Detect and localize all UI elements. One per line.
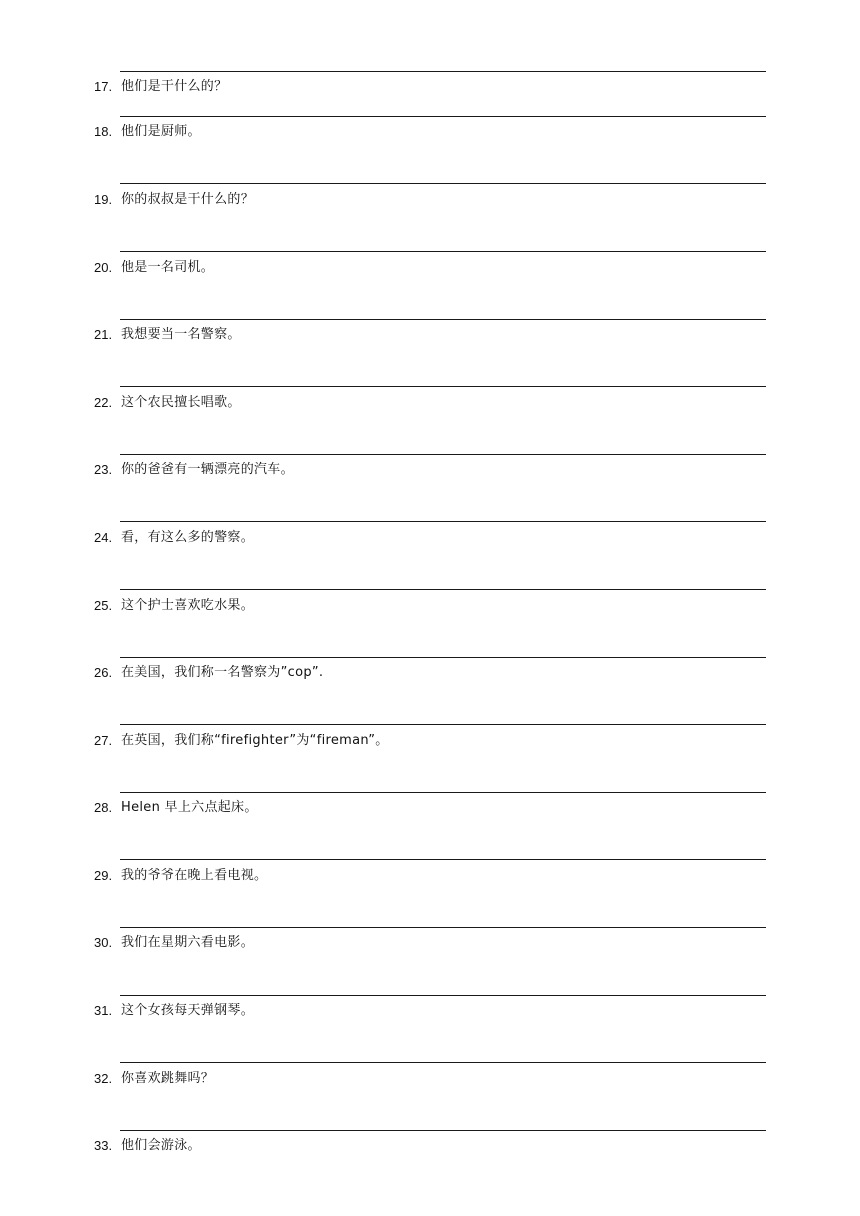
answer-line	[120, 1130, 766, 1131]
question-number: 24.	[94, 530, 113, 545]
question-text: 我的爷爷在晚上看电视。	[121, 868, 268, 883]
question-number: 29.	[94, 868, 113, 883]
question-text: 这个农民擅长唱歌。	[121, 395, 241, 410]
answer-line	[120, 116, 766, 117]
question-text: 你喜欢跳舞吗？	[121, 1071, 215, 1086]
question-text: 这个女孩每天弹钢琴。	[121, 1003, 255, 1018]
question-item	[94, 122, 201, 142]
question-number: 20.	[94, 260, 113, 275]
question-text: 这个护士喜欢吃水果。	[121, 598, 255, 613]
question-number: 28.	[94, 800, 113, 815]
question-item	[94, 258, 214, 278]
question-item	[94, 798, 258, 818]
question-item	[94, 596, 254, 616]
question-item	[94, 1069, 214, 1089]
answer-line	[120, 71, 766, 72]
answer-line	[120, 792, 766, 793]
question-item	[94, 460, 294, 480]
answer-line	[120, 521, 766, 522]
answer-line	[120, 1062, 766, 1063]
question-text: 在美国，我们称一名警察为”cop”.	[121, 665, 324, 680]
question-number: 30.	[94, 935, 113, 950]
question-number: 23.	[94, 462, 113, 477]
question-number: 32.	[94, 1071, 113, 1086]
answer-line	[120, 386, 766, 387]
question-text: 他是一名司机。	[121, 260, 215, 275]
answer-line	[120, 995, 766, 996]
question-text: 我想要当一名警察。	[121, 327, 241, 342]
question-number: 33.	[94, 1138, 113, 1153]
question-text: 我们在星期六看电影。	[121, 935, 255, 950]
question-item	[94, 731, 389, 751]
question-number: 27.	[94, 733, 113, 748]
question-text: 他们是厨师。	[121, 124, 201, 139]
question-item	[94, 663, 323, 683]
answer-line	[120, 927, 766, 928]
question-item	[94, 933, 254, 953]
question-text: 他们是干什么的？	[121, 79, 228, 94]
answer-line	[120, 319, 766, 320]
answer-line	[120, 589, 766, 590]
question-number: 17.	[94, 79, 113, 94]
question-text: Helen 早上六点起床。	[121, 800, 258, 815]
question-text: 他们会游泳。	[121, 1138, 201, 1153]
question-number: 26.	[94, 665, 113, 680]
question-number: 25.	[94, 598, 113, 613]
question-item	[94, 190, 254, 210]
question-number: 22.	[94, 395, 113, 410]
question-item	[94, 393, 241, 413]
question-text: 看，有这么多的警察。	[121, 530, 255, 545]
answer-line	[120, 183, 766, 184]
answer-line	[120, 859, 766, 860]
question-text: 在英国，我们称“firefighter”为“fireman”。	[121, 733, 389, 748]
answer-line	[120, 657, 766, 658]
question-text: 你的爸爸有一辆漂亮的汽车。	[121, 462, 294, 477]
question-item	[94, 528, 254, 548]
answer-line	[120, 251, 766, 252]
question-number: 19.	[94, 192, 113, 207]
question-item	[94, 866, 267, 886]
question-number: 21.	[94, 327, 113, 342]
answer-line	[120, 724, 766, 725]
question-item	[94, 325, 241, 345]
question-number: 31.	[94, 1003, 113, 1018]
question-item	[94, 1136, 201, 1156]
question-number: 18.	[94, 124, 113, 139]
question-item	[94, 77, 227, 97]
question-text: 你的叔叔是干什么的？	[121, 192, 255, 207]
answer-line	[120, 454, 766, 455]
question-item	[94, 1001, 254, 1021]
